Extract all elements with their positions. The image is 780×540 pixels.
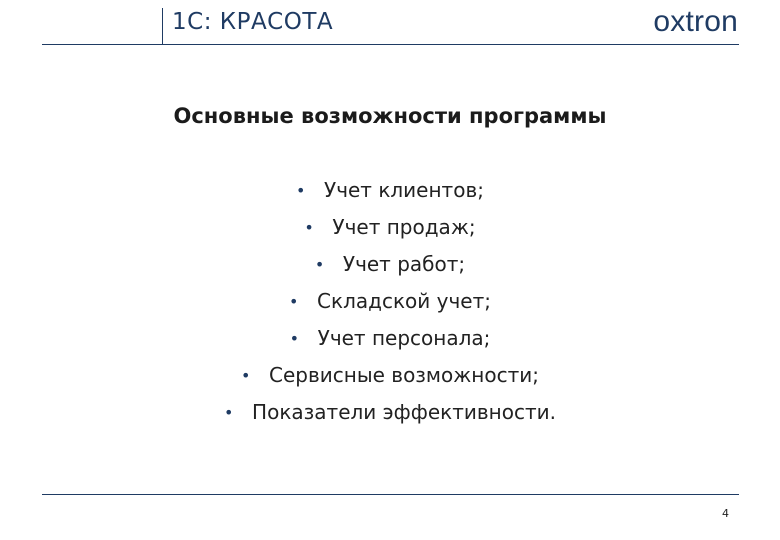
list-item — [0, 324, 780, 361]
features-list — [0, 176, 780, 435]
header-title: 1С: КРАСОТА — [172, 9, 334, 35]
bullet-icon: • — [289, 329, 300, 348]
feature-text: Складской учет; — [317, 289, 491, 313]
feature-text: Учет клиентов; — [324, 178, 484, 202]
bullet-icon: • — [289, 292, 299, 311]
feature-text: Сервисные возможности; — [269, 363, 539, 387]
list-item — [0, 250, 780, 287]
header-rule — [42, 44, 739, 45]
bullet-icon: • — [241, 366, 251, 385]
list-item — [0, 176, 780, 213]
bullet-icon: • — [296, 181, 306, 200]
page-title: Основные возможности программы — [173, 104, 607, 128]
header-divider — [162, 8, 163, 44]
footer-rule — [42, 494, 739, 495]
feature-text: Показатели эффективности. — [252, 400, 556, 424]
feature-text: Учет продаж; — [332, 215, 476, 239]
list-item — [0, 213, 780, 250]
oxtron-logo: oxtron — [653, 5, 738, 38]
page-number: 4 — [722, 507, 729, 520]
list-item — [0, 287, 780, 324]
feature-text: Учет персонала; — [317, 326, 491, 350]
bullet-icon: • — [224, 403, 234, 422]
bullet-icon: • — [314, 255, 325, 274]
feature-text: Учет работ; — [342, 252, 466, 276]
bullet-icon: • — [304, 218, 314, 237]
list-item — [0, 398, 780, 435]
list-item — [0, 361, 780, 398]
